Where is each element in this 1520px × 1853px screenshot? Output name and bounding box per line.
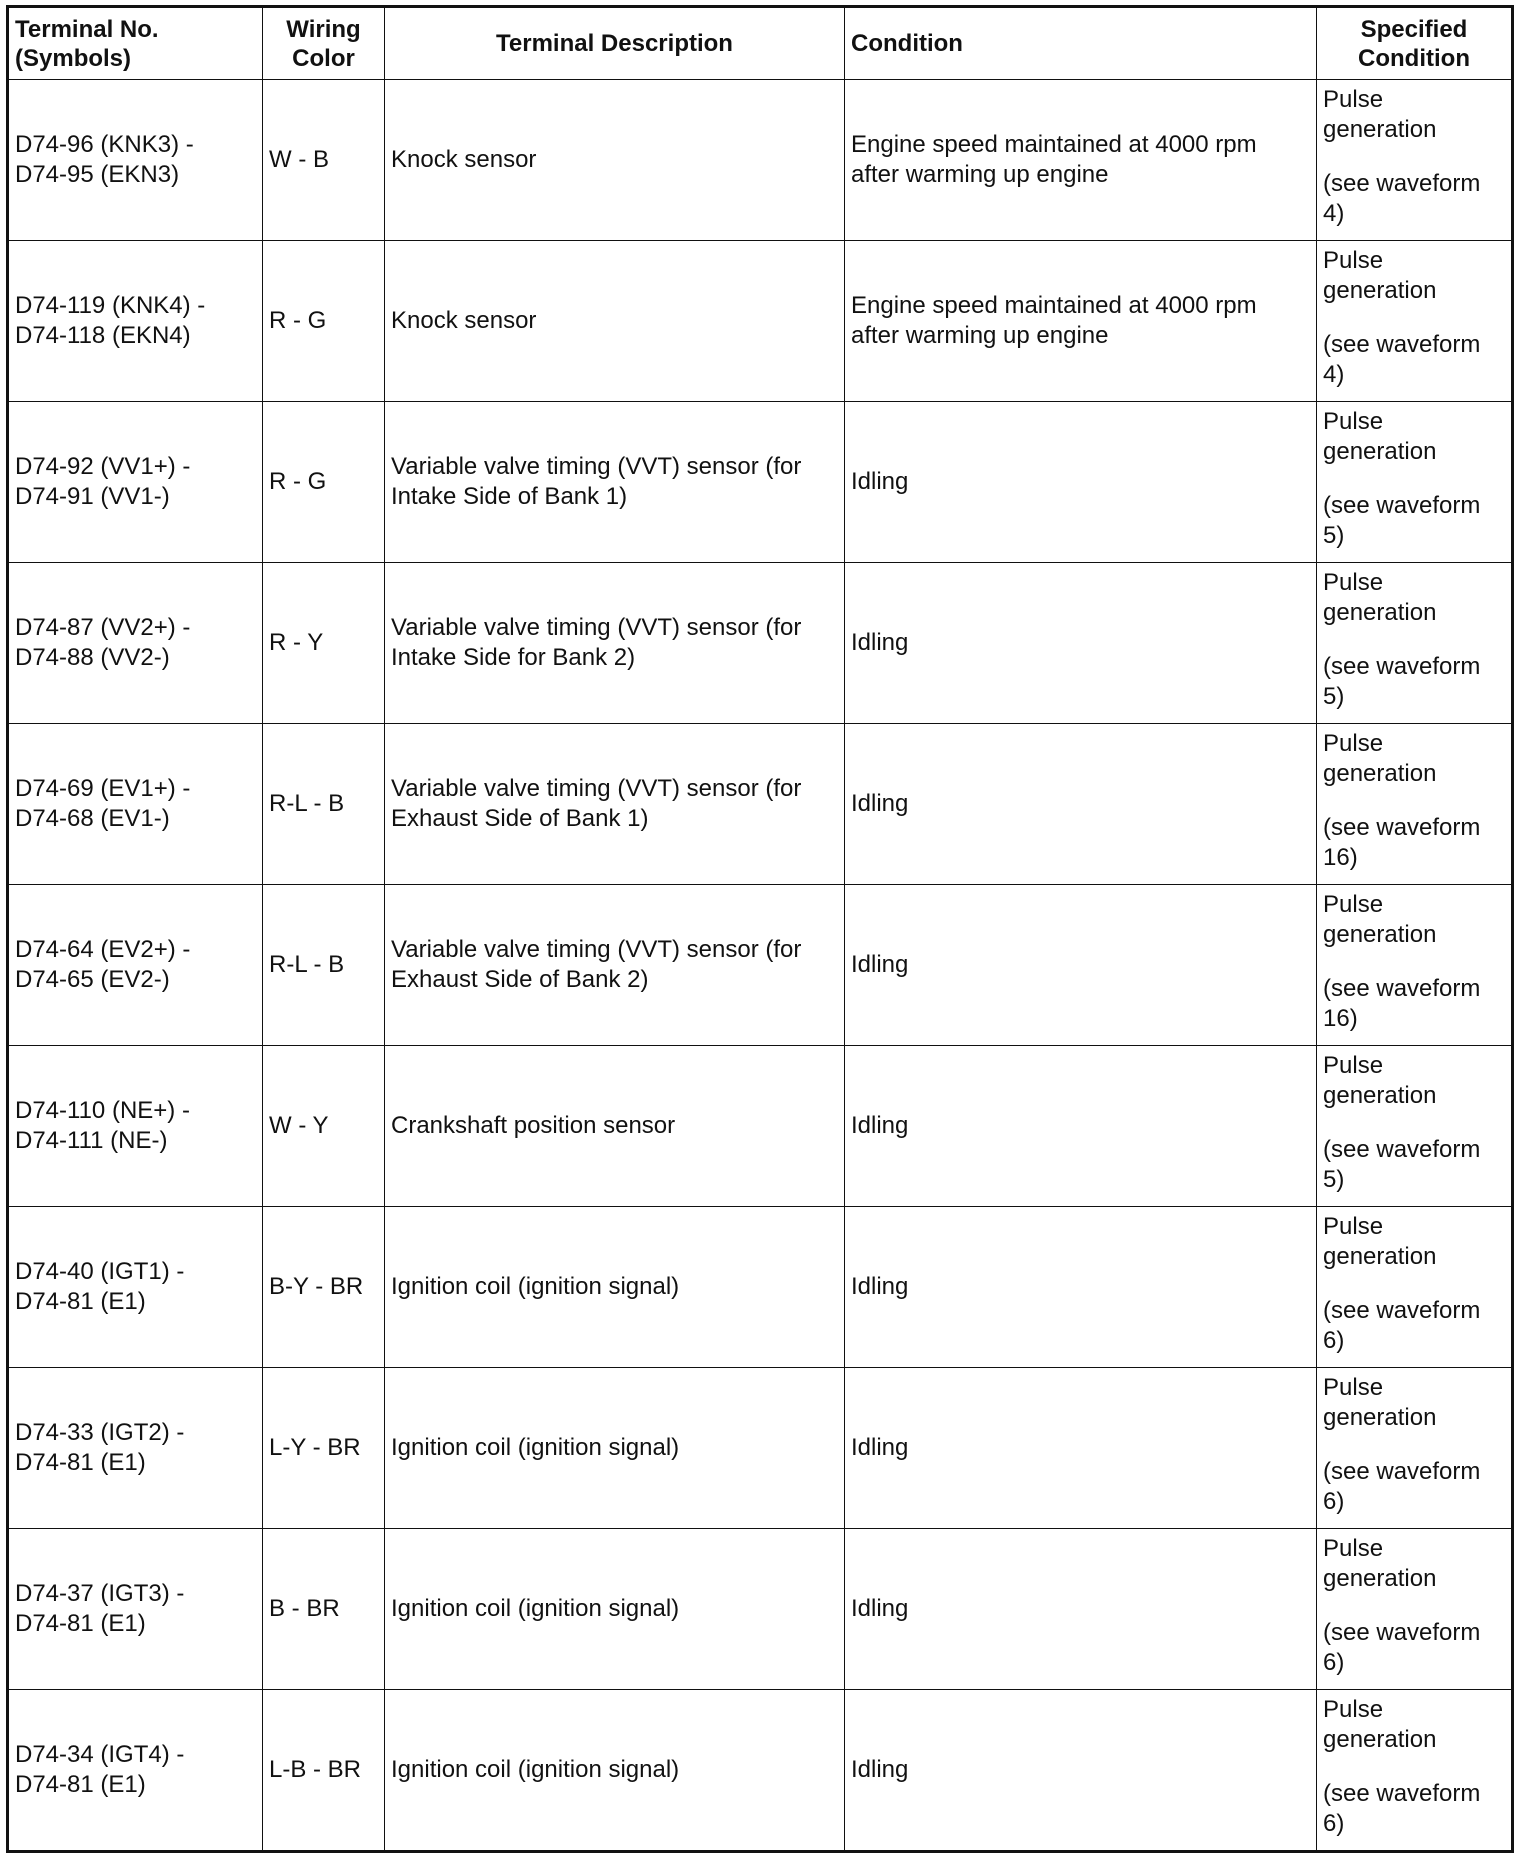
table-row [8,1046,1513,1207]
specified-condition-cell [1317,1368,1513,1529]
terminal-negative: D74-65 (EV2-) [15,966,170,993]
spec-result: Pulse generation [1323,86,1437,143]
condition-cell: Engine speed maintained at 4000 rpm after warming up engine [845,241,1317,402]
spec-result: Pulse generation [1323,1696,1437,1753]
terminal-negative: D74-88 (VV2-) [15,644,170,671]
terminal-description-cell: Knock sensor [385,80,845,241]
table-row [8,1207,1513,1368]
terminal-positive: D74-69 (EV1+) - [15,775,191,802]
specified-condition-cell [1317,724,1513,885]
table-row [8,724,1513,885]
spec-waveform-note: (see waveform 5) [1323,492,1481,549]
condition-cell: Idling [845,885,1317,1046]
terminal-cell [8,1046,263,1207]
table-row [8,885,1513,1046]
condition-cell: Idling [845,1046,1317,1207]
spec-result: Pulse generation [1323,408,1437,465]
specified-condition-cell [1317,1046,1513,1207]
terminal-cell [8,241,263,402]
terminal-negative: D74-81 (E1) [15,1288,146,1315]
condition-cell: Idling [845,724,1317,885]
spec-result: Pulse generation [1323,730,1437,787]
terminal-positive: D74-64 (EV2+) - [15,936,191,963]
specified-condition-cell [1317,1207,1513,1368]
table-row [8,1690,1513,1852]
spec-waveform-note: (see waveform 16) [1323,975,1481,1032]
terminal-positive: D74-33 (IGT2) - [15,1419,185,1446]
terminal-positive: D74-92 (VV1+) - [15,453,191,480]
specified-condition-cell [1317,563,1513,724]
spec-waveform-note: (see waveform 6) [1323,1619,1481,1676]
terminal-cell [8,563,263,724]
condition-cell: Idling [845,1690,1317,1852]
terminal-description-cell: Ignition coil (ignition signal) [385,1207,845,1368]
terminal-positive: D74-34 (IGT4) - [15,1741,185,1768]
terminal-positive: D74-37 (IGT3) - [15,1580,185,1607]
terminal-cell [8,80,263,241]
terminal-description-cell: Crankshaft position sensor [385,1046,845,1207]
table-body [8,80,1513,1852]
spec-waveform-note: (see waveform 6) [1323,1458,1481,1515]
condition-cell: Engine speed maintained at 4000 rpm after warming up engine [845,80,1317,241]
header-specified-condition: Specified Condition [1317,7,1513,80]
terminal-cell [8,402,263,563]
specified-condition-cell [1317,1529,1513,1690]
terminal-table [6,5,1514,1853]
wiring-color-cell: R-L - B [263,724,385,885]
specified-condition-cell [1317,885,1513,1046]
spec-result: Pulse generation [1323,1374,1437,1431]
spec-result: Pulse generation [1323,247,1437,304]
wiring-color-cell: L-Y - BR [263,1368,385,1529]
table-row [8,1368,1513,1529]
specified-condition-cell [1317,241,1513,402]
table-header-row [8,7,1513,80]
specified-condition-cell [1317,402,1513,563]
spec-waveform-note: (see waveform 5) [1323,653,1481,710]
wiring-color-cell: R - G [263,402,385,563]
spec-waveform-note: (see waveform 6) [1323,1780,1481,1837]
terminal-negative: D74-111 (NE-) [15,1127,168,1154]
wiring-color-cell: W - B [263,80,385,241]
terminal-cell [8,1529,263,1690]
wiring-color-cell: L-B - BR [263,1690,385,1852]
specified-condition-cell [1317,1690,1513,1852]
terminal-positive: D74-87 (VV2+) - [15,614,191,641]
specified-condition-cell [1317,80,1513,241]
terminal-negative: D74-68 (EV1-) [15,805,170,832]
table-row [8,563,1513,724]
condition-cell: Idling [845,1207,1317,1368]
condition-cell: Idling [845,1368,1317,1529]
terminal-cell [8,885,263,1046]
wiring-color-cell: R - G [263,241,385,402]
terminal-description-cell: Ignition coil (ignition signal) [385,1690,845,1852]
terminal-positive: D74-96 (KNK3) - [15,131,194,158]
wiring-color-cell: W - Y [263,1046,385,1207]
terminal-description-cell: Variable valve timing (VVT) sensor (for Intake Side for Bank 2) [385,563,845,724]
table-row [8,402,1513,563]
header-wiring-color: Wiring Color [263,7,385,80]
condition-cell: Idling [845,563,1317,724]
wiring-color-cell: R - Y [263,563,385,724]
spec-waveform-note: (see waveform 6) [1323,1297,1481,1354]
table-row [8,80,1513,241]
spec-waveform-note: (see waveform 5) [1323,1136,1481,1193]
spec-result: Pulse generation [1323,891,1437,948]
table-row [8,1529,1513,1690]
spec-result: Pulse generation [1323,569,1437,626]
terminal-description-cell: Knock sensor [385,241,845,402]
wiring-color-cell: B-Y - BR [263,1207,385,1368]
wiring-color-cell: B - BR [263,1529,385,1690]
terminal-negative: D74-91 (VV1-) [15,483,170,510]
terminal-description-cell: Variable valve timing (VVT) sensor (for Exhaust Side of Bank 1) [385,724,845,885]
terminal-cell [8,1690,263,1852]
header-condition: Condition [845,7,1317,80]
terminal-description-cell: Ignition coil (ignition signal) [385,1529,845,1690]
terminal-description-cell: Variable valve timing (VVT) sensor (for Exhaust Side of Bank 2) [385,885,845,1046]
terminal-negative: D74-81 (E1) [15,1610,146,1637]
terminal-description-cell: Variable valve timing (VVT) sensor (for Intake Side of Bank 1) [385,402,845,563]
terminal-negative: D74-95 (EKN3) [15,161,180,188]
terminal-description-cell: Ignition coil (ignition signal) [385,1368,845,1529]
terminal-positive: D74-40 (IGT1) - [15,1258,185,1285]
terminal-positive: D74-119 (KNK4) - [15,292,206,319]
table-row [8,241,1513,402]
header-terminal: Terminal No. (Symbols) [8,7,263,80]
terminal-positive: D74-110 (NE+) - [15,1097,190,1124]
spec-waveform-note: (see waveform 4) [1323,331,1481,388]
terminal-negative: D74-81 (E1) [15,1771,146,1798]
terminal-negative: D74-118 (EKN4) [15,322,191,349]
spec-result: Pulse generation [1323,1213,1437,1270]
terminal-cell [8,724,263,885]
terminal-cell [8,1207,263,1368]
condition-cell: Idling [845,402,1317,563]
spec-result: Pulse generation [1323,1052,1437,1109]
wiring-color-cell: R-L - B [263,885,385,1046]
terminal-negative: D74-81 (E1) [15,1449,146,1476]
spec-result: Pulse generation [1323,1535,1437,1592]
header-terminal-description: Terminal Description [385,7,845,80]
spec-waveform-note: (see waveform 4) [1323,170,1481,227]
terminal-specification-sheet [6,5,1511,1853]
condition-cell: Idling [845,1529,1317,1690]
spec-waveform-note: (see waveform 16) [1323,814,1481,871]
terminal-cell [8,1368,263,1529]
